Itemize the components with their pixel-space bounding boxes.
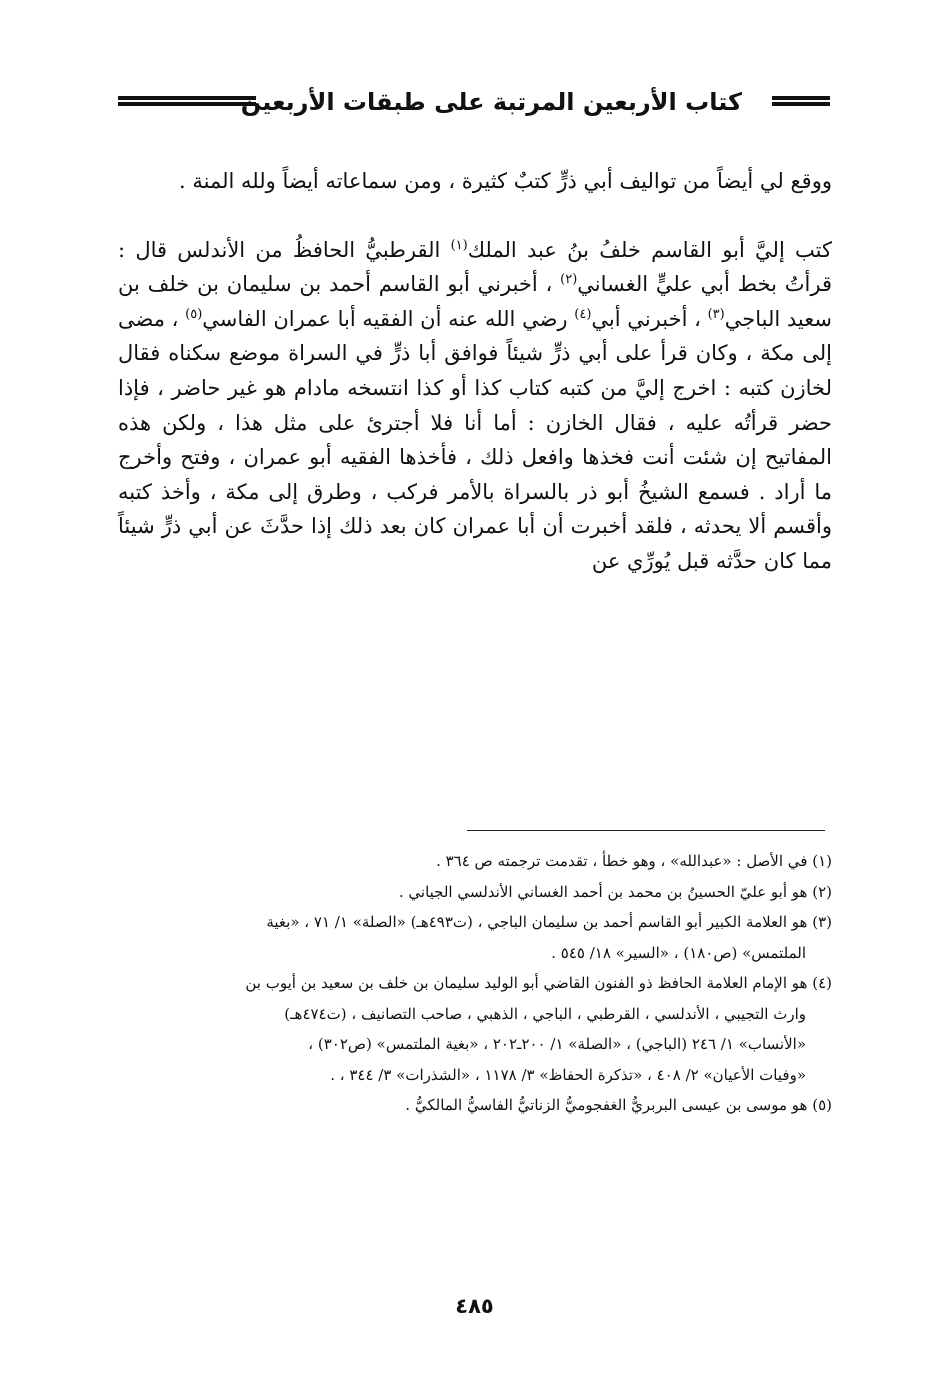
- footnote-5: (٥) هو موسى بن عيسى البربريُّ الغفجوميُّ الزناتيُّ الفاسيُّ المالكيُّ .: [405, 1096, 832, 1114]
- footnote-3-cont: الملتمس» (ص١٨٠) ، «السير» ١٨/ ٥٤٥ .: [551, 943, 806, 962]
- header-title: كتاب الأربعين المرتبة على طبقات الأربعين: [240, 88, 742, 116]
- paragraph-2-seg-1: كتب إليَّ أبو القاسم خلفُ بنُ عبد الملك: [467, 237, 832, 262]
- footnotes: [118, 846, 832, 1121]
- footnote-separator: [467, 830, 825, 831]
- footnote-4-cont-2: «الأنساب» ١/ ٢٤٦ (الباجي) ، «الصلة» ١/ ٢٠٠ـ٢٠٢ ، «بغية الملتمس» (ص٣٠٢) ،: [308, 1035, 806, 1053]
- footnote-1: (١) في الأصل : «عبدالله» ، وهو خطأ ، تقدمت ترجمته ص ٣٦٤ .: [436, 852, 832, 870]
- footnote-4-cont-1: وارث التجيبي ، الأندلسي ، القرطبي ، الباجي ، الذهبي ، صاحب التصانيف ، (ت٤٧٤هـ): [284, 1004, 806, 1023]
- paragraph-2-seg-4: ، أخبرني أبي: [591, 306, 708, 331]
- footnote-3: (٣) هو العلامة الكبير أبو القاسم أحمد بن سليمان الباجي ، (ت٤٩٣هـ) «الصلة» ١/ ٧١ ، «بغية: [266, 913, 832, 931]
- page-number: ٤٨٥: [455, 1294, 494, 1318]
- paragraph-2-seg-3: ، أخبرني أبو القاسم أحمد بن سليمان بن خلف بن سعيد الباجي: [118, 272, 832, 331]
- footnote-2: (٢) هو أبو عليّ الحسينُ بن محمد بن أحمد الغساني الأندلسي الجياني .: [398, 882, 832, 901]
- footnote-4: (٤) هو الإمام العلامة الحافظ ذو الفنون القاضي أبو الوليد سليمان بن خلف بن سعيد بن أيوب بن: [245, 974, 832, 992]
- footnote-ref-2[interactable]: (٢): [560, 272, 578, 288]
- header-rule-long: [118, 96, 256, 106]
- footnote-ref-4[interactable]: (٤): [574, 306, 592, 322]
- footnote-ref-1[interactable]: (١): [450, 237, 468, 253]
- footnote-ref-3[interactable]: (٣): [707, 306, 725, 322]
- running-header: [118, 84, 830, 120]
- paragraph-2-seg-6: ، مضى إلى مكة ، وكان قرأ على أبي ذرٍّ شيئاً فوافق أبا ذرٍّ في السراة موضع سكناه فقال لخازن كتبه : اخرج إليَّ من كتبه كتاب كذا أو كذا انتسخه مادام هو غير حاضر ، فإذا حضر قرأتُه عليه ، فقال الخازن : أما أنا فلا أجترئ على مثل هذا ، ولكن هذه المفاتيح إن شئت أنت فخذها وافعل ذلك ، فأخذها الفقيه أبو عمران ، وفتح وأخرج ما أراد . فسمع الشيخُ أبو ذر بالسراة بالأمر فركب ، وطرق إلى مكة ، وأخذ كتبه وأقسم ألا يحدثه ، فلقد أخبرت أن أبا عمران كان بعد ذلك إذا حدَّثَ عن أبي ذرٍّ شيئاً مما كان حدَّثه قبل يُورِّي عن: [118, 306, 832, 573]
- paragraph-1: ووقع لي أيضاً من تواليف أبي ذرٍّ كتبٌ كثيرة ، ومن سماعاته أيضاً ولله المنة .: [179, 169, 832, 193]
- footnote-ref-5[interactable]: (٥): [185, 306, 203, 322]
- paragraph-2-seg-2: القرطبيُّ الحافظُ من الأندلس قال : قرأتُ بخط أبي عليٍّ الغساني: [118, 237, 833, 297]
- paragraph-gap: [118, 199, 832, 233]
- header-rule-short: [772, 96, 830, 106]
- paragraph-2: [118, 233, 832, 579]
- main-text: [118, 164, 832, 579]
- footnote-4-cont-3: «وفيات الأعيان» ٢/ ٤٠٨ ، «تذكرة الحفاظ» ٣/ ١١٧٨ ، «الشذرات» ٣/ ٣٤٤ ، .: [330, 1065, 806, 1084]
- paragraph-2-seg-5: رضي الله عنه أن الفقيه أبا عمران الفاسي: [202, 306, 575, 331]
